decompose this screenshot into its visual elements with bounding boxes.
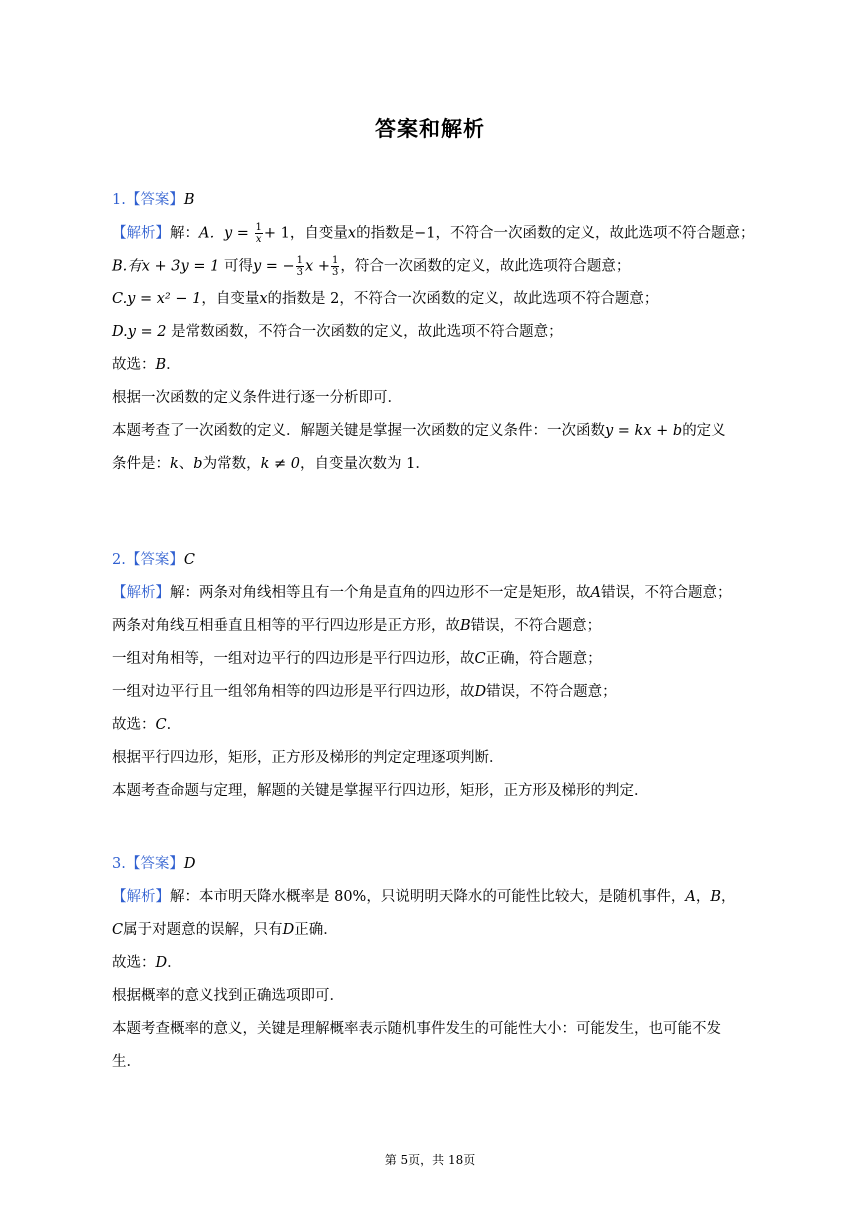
q2-answer-line	[112, 549, 752, 571]
equation: y =	[223, 225, 254, 242]
q2-line-7: 本题考查命题与定理，解题的关键是掌握平行四边形，矩形，正方形及梯形的判定．	[112, 783, 649, 799]
text: B.有	[112, 258, 142, 275]
variable: B	[460, 618, 471, 634]
q1-answer-line	[112, 189, 752, 211]
q2-line-6: 根据平行四边形，矩形，正方形及梯形的判定定理逐项判断．	[112, 750, 504, 766]
q1-line-6: 根据一次函数的定义条件进行逐一分析即可．	[112, 390, 402, 406]
q3-answer: D	[183, 856, 196, 872]
q1-line-4	[112, 321, 752, 343]
text: 故选：	[112, 357, 156, 373]
variable: B	[155, 357, 167, 373]
text: 条件是：	[112, 456, 170, 472]
text: 解：	[170, 225, 199, 242]
denominator: x	[255, 234, 262, 245]
q1-line-8	[112, 453, 752, 475]
q3-answer-line	[112, 853, 752, 875]
q2-line-5	[112, 714, 752, 736]
page-title: 答案和解析	[375, 117, 485, 141]
text: ．	[167, 955, 182, 971]
q3-line-2	[112, 919, 752, 941]
text: 两条对角线互相垂直且相等的平行四边形是正方形，故	[112, 618, 460, 634]
page-footer: 第 5页，共 18页	[384, 1153, 476, 1167]
question-2	[112, 549, 752, 813]
question-3	[112, 853, 752, 1084]
q2-line-4	[112, 681, 752, 703]
numerator: 1	[255, 222, 262, 233]
equation: y = −	[252, 258, 295, 275]
text: ，自变量次数为 1．	[299, 456, 430, 472]
text: 一组对边平行且一组邻角相等的四边形是平行四边形，故	[112, 684, 475, 700]
q1-jiexi-tag: 【解析】	[112, 225, 170, 242]
q3-answer-tag: 【答案】	[125, 856, 184, 872]
q3-line-6: 生．	[112, 1054, 141, 1070]
q3-line-3	[112, 952, 752, 974]
text: 是常数函数，不符合一次函数的定义，故此选项不符合题意；	[171, 324, 563, 340]
equation: x +	[305, 258, 330, 275]
q1-line-2	[112, 255, 752, 277]
text: ．	[166, 717, 182, 733]
denominator: 3	[296, 267, 304, 278]
denominator: 3	[331, 267, 339, 278]
text: 错误，不符合题意；	[470, 618, 602, 634]
variable: A	[685, 889, 696, 905]
equation: k ≠ 0	[260, 456, 300, 472]
text: 为常数，	[202, 456, 261, 472]
text: 正确，符合题意；	[485, 651, 602, 667]
variable: k	[170, 456, 179, 472]
text: 、	[178, 456, 194, 472]
text: 的定义	[682, 423, 726, 439]
text: ，	[720, 889, 736, 905]
q2-jiexi-tag: 【解析】	[112, 585, 170, 601]
fraction	[331, 255, 339, 278]
q1-answer: B	[183, 192, 195, 208]
variable: b	[193, 456, 203, 472]
text: 的指数是−1，不符合一次函数的定义，故此选项不符合题意；	[356, 225, 755, 242]
question-1	[112, 189, 755, 486]
text: 错误，不符合题意；	[600, 585, 732, 601]
text: 解：两条对角线相等且有一个角是直角的四边形不一定是矩形，故	[170, 585, 591, 601]
text: ．	[166, 357, 181, 373]
q1-line-1	[112, 222, 755, 245]
text: 错误，不符合题意；	[486, 684, 617, 700]
variable: B	[710, 889, 721, 905]
numerator: 1	[331, 255, 339, 266]
q2-line-3	[112, 648, 752, 670]
text: 属于对题意的误解，只有	[123, 922, 283, 938]
q2-answer-tag: 【答案】	[125, 552, 184, 568]
variable: C	[474, 651, 486, 667]
q2-number: 2.	[112, 552, 126, 568]
q2-line-1	[112, 582, 752, 604]
variable: D	[155, 955, 168, 971]
q3-line-4: 根据概率的意义找到正确选项即可．	[112, 988, 344, 1004]
q1-number: 1.	[112, 192, 126, 208]
q2-line-2	[112, 615, 752, 637]
q3-number: 3.	[112, 856, 126, 872]
variable: D	[282, 922, 295, 938]
equation: + 1	[263, 225, 290, 242]
text: 一组对角相等，一组对边平行的四边形是平行四边形，故	[112, 651, 475, 667]
q1-line-7	[112, 420, 752, 442]
text: 故选：	[112, 717, 156, 733]
equation: C.y = x² − 1	[112, 291, 202, 307]
text: 正确．	[294, 922, 338, 938]
text: ，自变量	[201, 291, 260, 307]
q3-line-5: 本题考查概率的意义，关键是理解概率表示随机事件发生的可能性大小：可能发生，也可能不发	[112, 1021, 721, 1037]
text: 故选：	[112, 955, 156, 971]
text: 的指数是 2，不符合一次函数的定义，故此选项不符合题意；	[267, 291, 659, 307]
q1-line-5	[112, 354, 752, 376]
q1-answer-tag: 【答案】	[125, 192, 184, 208]
equation: x + 3y = 1	[141, 258, 220, 275]
variable: x	[347, 225, 357, 242]
q1-line-3	[112, 288, 752, 310]
text: 可得	[223, 258, 253, 275]
variable: C	[112, 922, 124, 938]
variable: D	[474, 684, 487, 700]
variable: x	[259, 291, 268, 307]
q3-line-1	[112, 886, 752, 908]
variable: C	[155, 717, 167, 733]
equation: D.y = 2	[112, 324, 167, 340]
text: ，	[695, 889, 711, 905]
fraction	[255, 222, 263, 245]
q3-jiexi-tag: 【解析】	[112, 889, 170, 905]
variable: A	[590, 585, 601, 601]
numerator: 1	[296, 255, 304, 266]
equation: y = kx + b	[605, 423, 683, 439]
text: ，符合一次函数的定义，故此选项符合题意；	[340, 258, 631, 275]
option-label: A．	[199, 225, 224, 242]
text: 本题考查了一次函数的定义．解题关键是掌握一次函数的定义条件：一次函数	[112, 423, 605, 439]
q2-answer: C	[183, 552, 195, 568]
text: ，自变量	[289, 225, 348, 242]
text: 解：本市明天降水概率是 80%，只说明明天降水的可能性比较大，是随机事件，	[170, 889, 686, 905]
fraction	[296, 255, 304, 278]
